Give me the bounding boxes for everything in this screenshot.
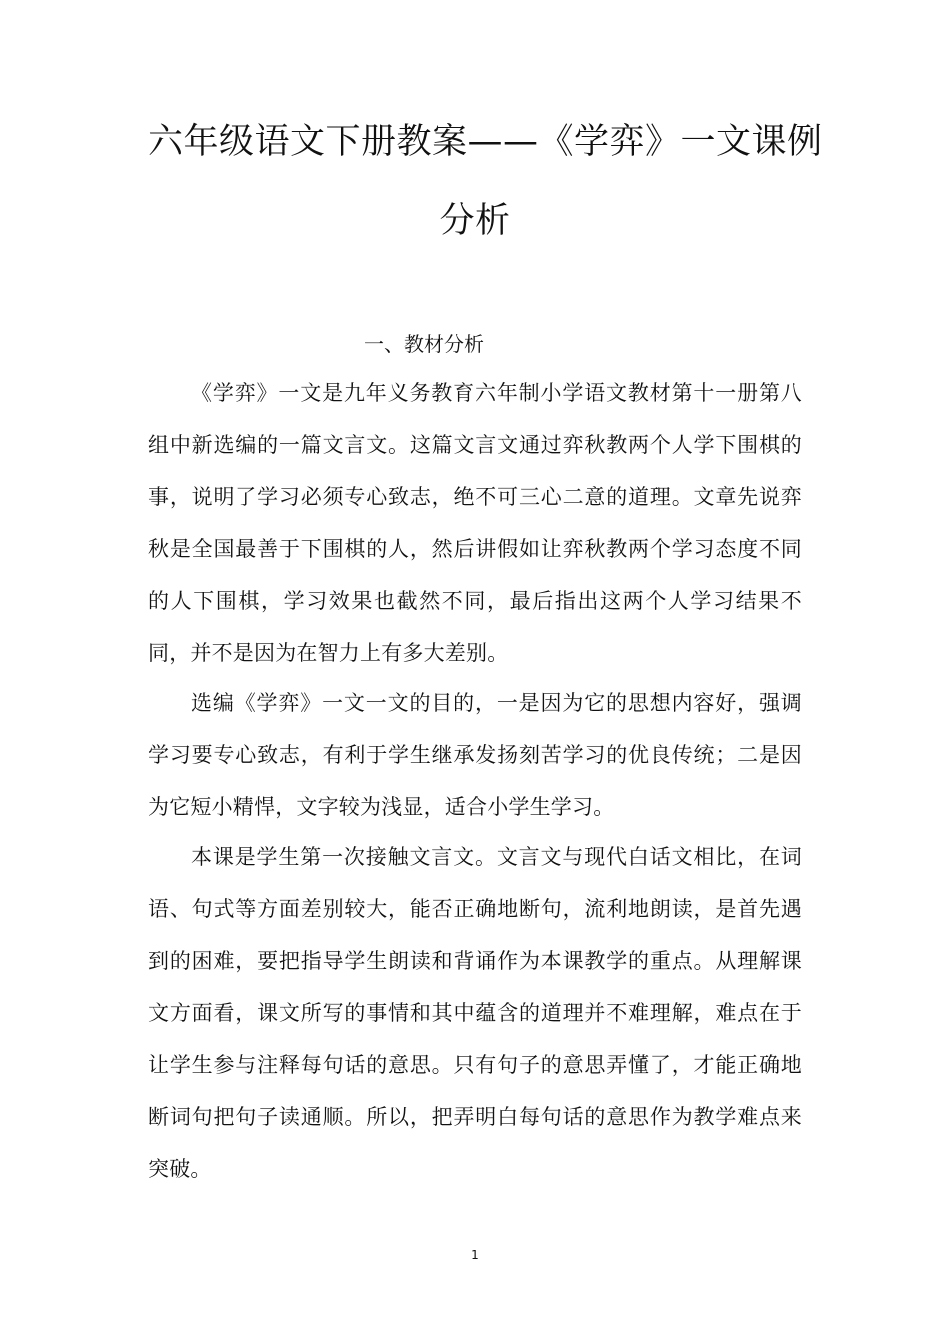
document-title-line-1: 六年级语文下册教案——《学弈》一文课例	[148, 122, 823, 162]
body-paragraph-1: 《学弈》一文是九年义务教育六年制小学语文教材第十一册第八组中新选编的一篇文言文。这篇文言文通过弈秋教两个人学下围棋的事，说明了学习必须专心致志，绝不可三心二意的道理。文章先说弈秋是全国最善于下围棋的人，然后讲假如让弈秋教两个学习态度不同的人下围棋，学习效果也截然不同，最后指出这两个人学习结果不同，并不是因为在智力上有多大差别。	[148, 381, 802, 665]
document-title-line-2: 分析	[439, 201, 511, 241]
body-paragraph-2: 选编《学弈》一文一文的目的，一是因为它的思想内容好，强调学习要专心致志，有利于学生继承发扬刻苦学习的优良传统；二是因为它短小精悍，文字较为浅显，适合小学生学习。	[148, 691, 802, 819]
section-heading: 一、教材分析	[364, 332, 484, 356]
page-number: 1	[471, 1248, 479, 1262]
body-paragraph-3: 本课是学生第一次接触文言文。文言文与现代白话文相比，在词语、句式等方面差别较大，能否正确地断句，流利地朗读，是首先遇到的困难，要把指导学生朗读和背诵作为本课教学的重点。从理解课文方面看，课文所写的事情和其中蕴含的道理并不难理解，难点在于让学生参与注释每句话的意思。只有句子的意思弄懂了，才能正确地断词句把句子读通顺。所以，把弄明白每句话的意思作为教学难点来突破。	[148, 845, 802, 1181]
